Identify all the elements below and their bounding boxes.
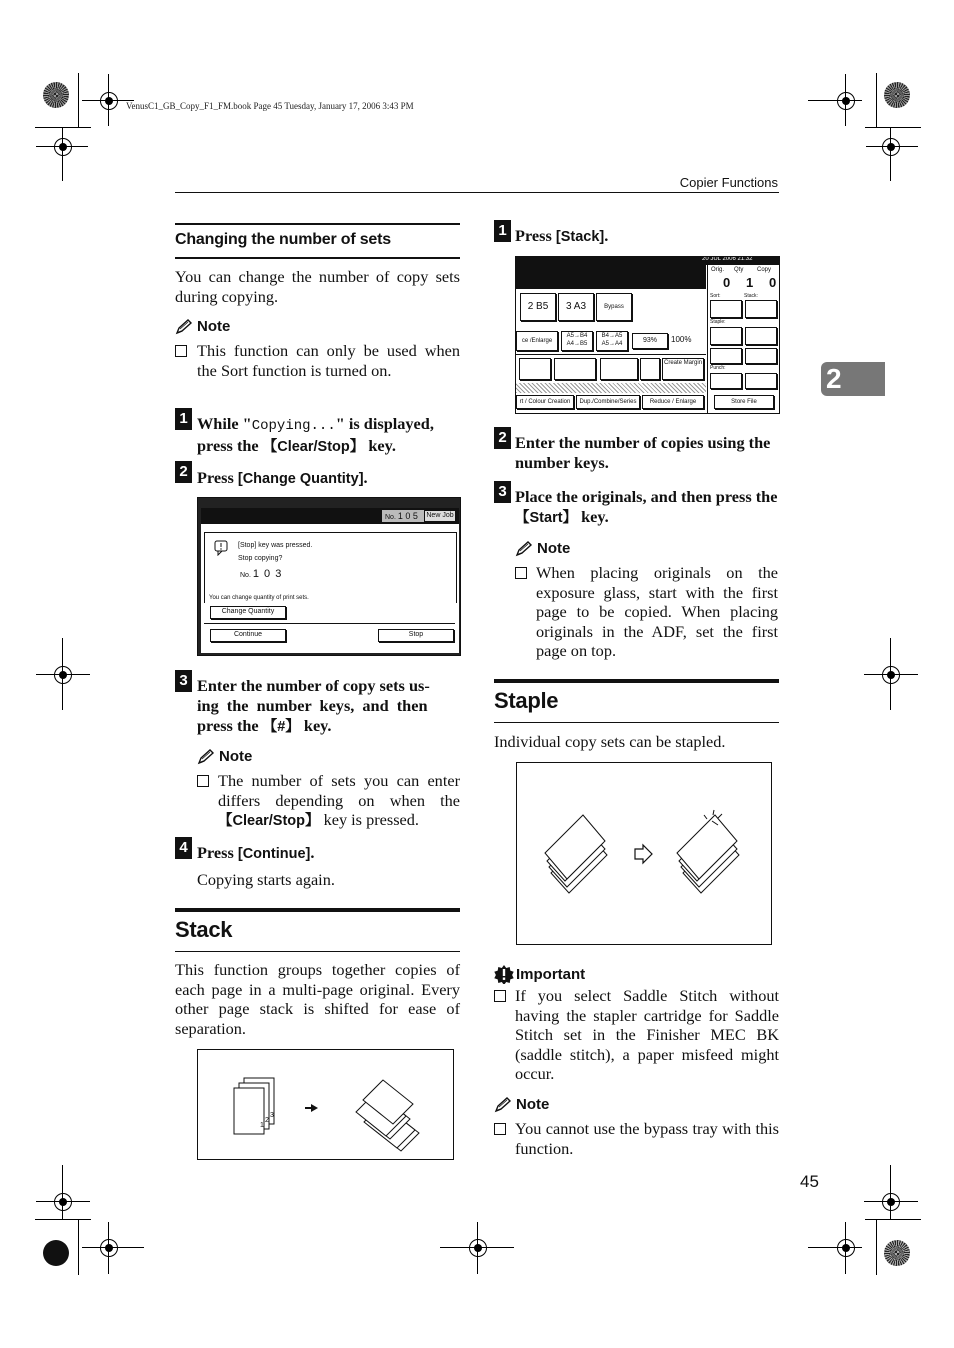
staple-description: Individual copy sets can be stapled. [494,732,726,751]
note-heading [515,540,570,557]
pencil-note-icon [175,319,193,335]
note-label: Note [537,540,571,557]
tray-1-button[interactable]: 2 B5 [520,293,556,321]
note-label: Note [219,748,253,765]
file-info: VenusC1_GB_Copy_F1_FM.book Page 45 Tuesday, January 17, 2006 3:43 PM [126,101,414,111]
section-rule-thick [494,679,779,683]
note-item [175,341,460,401]
stack-description: This function groups together copies of each page in a multi-page original. Every other page stack is shifted for ease of separation. [175,960,460,1038]
registration-mark-icon [882,138,900,156]
step-result: Copying starts again. [197,870,335,889]
staple-button-4[interactable] [745,348,777,364]
bypass-button[interactable]: Bypass [596,293,632,321]
ratio-preset-1[interactable]: A5→B4 A4→B5 [561,331,593,351]
punch-button-1[interactable] [710,373,742,389]
note-heading [494,1096,549,1113]
stack-diagram [198,1050,453,1159]
change-quantity-button[interactable]: Change Quantity [210,606,286,619]
ratio-display: 100% [671,335,692,344]
section-title: Staple [494,688,559,713]
staple-diagram [517,763,771,944]
ratio-93-button[interactable]: 93% [632,333,668,349]
dialog-message: [Stop] key was pressed. [238,542,313,549]
stack-button[interactable] [745,300,777,318]
sort-button[interactable] [710,300,742,318]
checkbox-bullet-icon [197,775,209,787]
registration-mark-icon [837,1239,855,1257]
page-label: 1 [260,1122,264,1129]
important-text: If you select Saddle Stitch without having the stapler cartridge for Saddle Stitch set in the Finisher MEC BK (saddle stitch), a paper misfeed might occur. [515,986,779,1084]
dup-mode-button-1[interactable] [519,358,551,380]
checkbox-bullet-icon [515,567,527,579]
step-number: 1 [175,408,192,430]
dup-mode-button-4[interactable] [640,358,660,380]
header-rule [175,192,779,193]
step-text: While "Copying..." is displayed, press the 【Clear/Stop】 key. [197,414,434,455]
tab-reduce-enlarge[interactable]: Reduce / Enlarge [642,395,704,409]
note-item [197,771,460,831]
section-rule-thick [175,908,460,912]
section-rule [175,257,460,259]
stop-button[interactable]: Stop [378,629,454,642]
step-text: Enter the number of copies using the number keys. [515,433,771,472]
reduce-enlarge-button[interactable]: ce /Enlarge [516,331,558,351]
registration-mark-icon [100,92,118,110]
note-label: Note [197,318,231,335]
step-number: 4 [175,837,192,859]
staple-button-1[interactable] [710,327,742,345]
registration-mark-icon [837,92,855,110]
color-dial-icon [884,1240,910,1266]
alert-icon [214,540,228,556]
page-number: 45 [800,1172,819,1191]
step-number: 3 [494,481,511,503]
store-file-button[interactable]: Store File [714,395,774,409]
punch-button-2[interactable] [745,373,777,389]
step-number: 1 [494,220,511,242]
registration-mark-icon [100,1239,118,1257]
important-item [494,986,779,1086]
dialog-hint: You can change quantity of print sets. [209,595,309,601]
subsection-title: Changing the number of sets [175,231,391,248]
important-label: Important [516,965,586,983]
note-text: This function can only be used when the Sort function is turned on. [197,341,460,380]
page-label: 3 [270,1112,274,1119]
registration-mark-icon [882,666,900,684]
stop-dialog-screenshot [197,497,461,656]
note-heading [175,318,230,335]
important-icon [494,964,514,984]
page-label: 2 [265,1117,269,1124]
note-heading [197,748,252,765]
note-text: When placing originals on the exposure glass, start with the first page to be copied. When placing originals in the ADF, set the first page on top. [536,563,778,661]
section-rule [175,951,460,952]
ratio-preset-2[interactable]: B4→A5 A5→A4 [596,331,628,351]
step-number: 2 [175,461,192,483]
step-text: Press [Continue]. [197,843,315,862]
pencil-note-icon [515,541,533,557]
create-margin-button[interactable]: Create Margin [662,358,704,380]
dup-mode-button-3[interactable] [600,358,638,380]
continue-button[interactable]: Continue [210,629,286,642]
intro-paragraph: You can change the number of copy sets during copying. [175,267,460,306]
running-header: Copier Functions [679,175,778,190]
checkbox-bullet-icon [494,990,506,1002]
checkbox-bullet-icon [494,1123,506,1135]
stack-illustration [197,1049,454,1160]
step-text: Place the originals, and then press the 【Start】 key. [515,487,778,526]
important-heading [494,964,585,984]
step-number: 3 [175,670,192,692]
date-display: 20 JUL 2006 21:32 [702,256,753,262]
staple-button-2[interactable] [745,327,777,345]
note-label: Note [516,1096,550,1113]
step-text: Press [Stack]. [515,226,609,245]
dup-mode-button-2[interactable] [554,358,596,380]
staple-button-3[interactable] [710,348,742,364]
color-dial-icon [43,1240,69,1266]
section-rule [175,223,460,225]
tray-2-button[interactable]: 3 A3 [558,293,594,321]
staple-illustration [516,762,772,945]
section-title: Stack [175,917,233,942]
registration-mark-icon [54,666,72,684]
step-text: Press [Change Quantity]. [197,468,368,487]
note-text: You cannot use the bypass tray with this function. [515,1119,779,1158]
dialog-job-number: No. 1 0 3 [240,568,283,580]
step-text: Enter the number of copy sets us- ing the number keys, and then press the 【#】 key. [197,676,430,735]
registration-mark-icon [54,1193,72,1211]
color-dial-icon [43,82,69,108]
section-rule [494,722,779,723]
step-number: 2 [494,427,511,449]
job-number-label: No. 1 0 5 [382,510,426,522]
tab-art-colour[interactable]: rt / Colour Creation [516,395,574,409]
note-text: The number of sets you can enter differs depending on when the 【Clear/Stop】 key is pressed. [218,771,460,830]
dialog-message: Stop copying? [238,555,283,562]
color-dial-icon [884,82,910,108]
copier-main-screenshot: 20 JUL 2006 21:32 Orig. 0 Qty 1 Copy 0 2 B5 3 A3 Bypass ce /Enlarge A5→B4 A4→B5 B4→A5 A5→A4 93% 100% Create Margin rt / Colour Creation Dup./Combine/Series Reduce / Enlarge Sort: Stack: Staple: Punch: Store File [515,256,780,414]
note-item [515,563,778,663]
new-job-button[interactable]: New Job [424,510,456,522]
note-item [494,1119,779,1164]
pencil-note-icon [494,1097,512,1113]
chapter-number: 2 [826,363,842,394]
registration-mark-icon [469,1239,487,1257]
counter-panel: Orig. 0 Qty 1 Copy 0 [707,265,780,291]
registration-mark-icon [882,1193,900,1211]
pencil-note-icon [197,749,215,765]
tab-dup-combine[interactable]: Dup./Combine/Series [576,395,640,409]
checkbox-bullet-icon [175,345,187,357]
registration-mark-icon [54,138,72,156]
